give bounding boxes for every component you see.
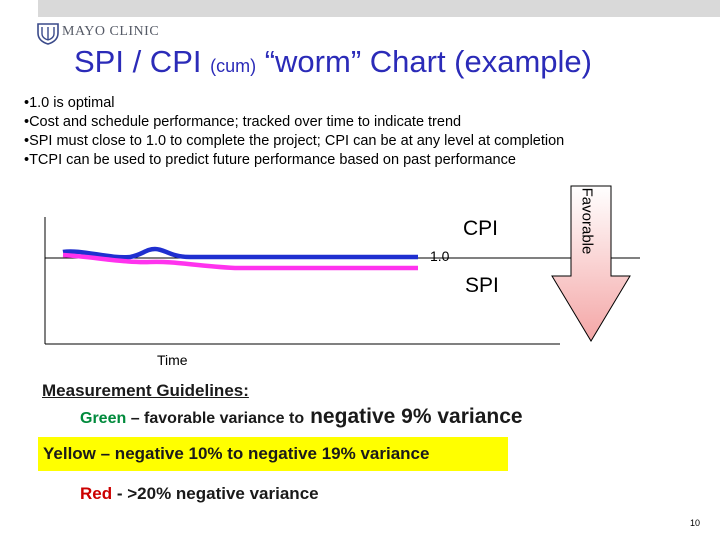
title-main: SPI / CPI (74, 44, 211, 79)
red-guideline (80, 484, 319, 504)
yellow-guideline: Yellow – negative 10% to negative 19% variance (38, 437, 508, 471)
title-rest: “worm” Chart (example) (256, 44, 592, 79)
arrow-label: Favorable (578, 187, 596, 255)
title-subscript: (cum) (210, 56, 257, 76)
green-word: Green (80, 410, 127, 427)
bullet-item: • Cost and schedule performance; tracked over time to indicate trend (24, 113, 564, 132)
red-word: Red (80, 484, 113, 503)
green-text-b: negative 9% variance (310, 405, 523, 428)
green-guideline (80, 405, 523, 429)
green-text-a: – favorable variance to (126, 410, 305, 427)
guidelines-heading: Measurement Guidelines: (42, 381, 249, 400)
x-axis-label: Time (157, 352, 188, 368)
bullet-item: • SPI must close to 1.0 to complete the project; CPI can be at any level at completion (24, 132, 564, 151)
bullet-item: • 1.0 is optimal (24, 94, 564, 113)
bullet-item: • TCPI can be used to predict future performance based on past performance (24, 151, 564, 170)
red-text: - >20% negative variance (112, 484, 319, 503)
baseline-label: 1.0 (430, 248, 450, 264)
logo-text: MAYO CLINIC (62, 24, 160, 39)
cpi-curve (63, 249, 418, 257)
spi-label: SPI (465, 274, 499, 297)
cpi-label: CPI (463, 217, 499, 240)
page-number: 10 (690, 518, 701, 528)
